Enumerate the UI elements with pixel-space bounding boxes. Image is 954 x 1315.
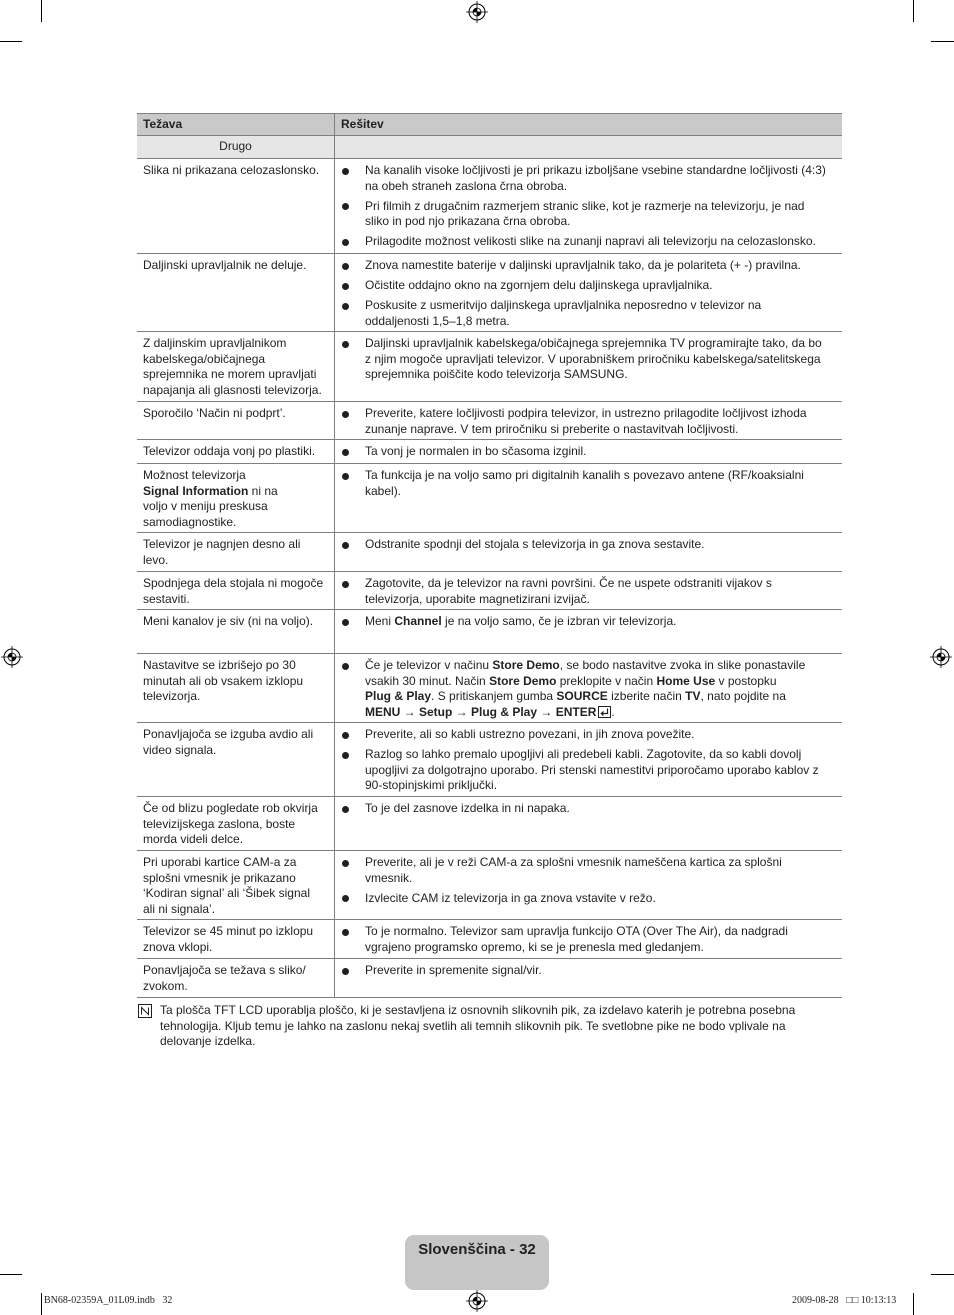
solution-text — [365, 537, 705, 553]
problem-text: Spodnjega dela stojala ni mogoče — [143, 576, 324, 590]
problem-text: napajanja ali glasnosti televizorja. — [143, 382, 322, 397]
solution-cell — [335, 332, 842, 401]
solution-text — [365, 614, 676, 630]
bullet-wrap — [335, 298, 365, 314]
solution-item — [335, 278, 836, 294]
table-row — [137, 610, 842, 654]
solution-text — [365, 163, 826, 194]
bold-text: TV — [685, 689, 701, 703]
solution-line: na obeh straneh zaslona črna obroba. — [365, 178, 568, 193]
solution-item — [335, 163, 836, 194]
note-icon — [138, 1004, 152, 1018]
solution-cell — [335, 654, 842, 722]
header-problem: Težava — [137, 114, 335, 135]
section-title: Drugo — [137, 136, 335, 158]
solution-text — [365, 444, 586, 460]
problem-cell — [137, 440, 335, 463]
solution-cell — [335, 851, 842, 919]
solution-line: Na kanalih visoke ločljivosti je pri prikazu izboljšane vsebine standardne ločljivosti (4:3) — [365, 163, 826, 177]
solution-line: Znova namestite baterije v daljinski upravljalnik tako, da je polariteta (+ -) pravilna. — [365, 258, 801, 272]
table-row — [137, 723, 842, 797]
problem-cell — [137, 402, 335, 439]
solution-line: Ta vonj je normalen in bo sčasoma izginil. — [365, 444, 587, 458]
text-segment: , nato pojdite na — [700, 689, 786, 703]
problem-text: ‘Kodiran signal’ ali ‘Šibek signal — [143, 886, 310, 900]
solution-item — [335, 468, 836, 499]
solution-item — [335, 258, 836, 274]
problem-text: televizorja. — [143, 689, 201, 703]
problem-text: splošni vmesnik je prikazano — [143, 870, 296, 885]
problem-cell — [137, 464, 335, 532]
bullet-icon — [342, 619, 349, 626]
bullet-icon — [342, 303, 349, 310]
solution-line: sliko in pod njo prikazana črna obroba. — [365, 214, 571, 228]
bullet-wrap — [335, 855, 365, 871]
problem-text: sestaviti. — [143, 591, 190, 606]
solution-item — [335, 444, 836, 460]
problem-cell — [137, 533, 335, 571]
solution-text — [365, 298, 761, 329]
table-row — [137, 797, 842, 851]
bullet-icon — [342, 473, 349, 480]
bullet-wrap — [335, 258, 365, 274]
registration-mark-icon — [0, 645, 24, 669]
bullet-wrap — [335, 336, 365, 352]
section-empty-cell — [335, 136, 842, 158]
text-segment: . S pritiskanjem gumba — [431, 689, 557, 703]
text-segment: preklopite v način — [556, 673, 657, 688]
solution-item — [335, 576, 836, 607]
solution-line: Odstranite spodnji del stojala s televizorja in ga znova sestavite. — [365, 537, 705, 551]
solution-line: Poskusite z usmeritvijo daljinskega upravljalnika neposredno v televizor na — [365, 298, 762, 312]
bold-text: Plug & Play — [365, 689, 432, 703]
table-row — [137, 254, 842, 332]
solution-text — [365, 278, 713, 294]
solution-text — [365, 658, 805, 720]
crop-mark — [913, 0, 914, 22]
bold-text: MENU → Setup → Plug & Play → ENTER — [365, 704, 597, 719]
problem-cell — [137, 159, 335, 253]
bold-text: Store Demo — [492, 658, 560, 672]
bullet-wrap — [335, 576, 365, 592]
solution-item — [335, 406, 836, 437]
text-segment: , se bodo nastavitve zvoka in slike ponastavile — [559, 658, 806, 672]
bullet-wrap — [335, 406, 365, 422]
table-row — [137, 920, 842, 959]
solution-line: zunanje naprave. V tem priročniku si preberite o nastavitvah ločljivosti. — [365, 421, 739, 436]
solution-line: vmesnik. — [365, 870, 413, 885]
problem-cell — [137, 959, 335, 997]
solution-item — [335, 298, 836, 329]
note-line: Ta plošča TFT LCD uporablja ploščo, ki je sestavljena iz osnovnih slikovnih pik, za izdelavo katerih je potrebna posebna — [160, 1003, 796, 1017]
bullet-wrap — [335, 727, 365, 743]
bullet-icon — [342, 168, 349, 175]
solution-item — [335, 614, 836, 630]
problem-text: Če od blizu pogledate rob okvirja — [143, 801, 318, 815]
bullet-wrap — [335, 199, 365, 215]
solution-text — [365, 924, 788, 955]
solution-text — [365, 576, 772, 607]
problem-text: Z daljinskim upravljalnikom — [143, 336, 287, 350]
solution-text — [365, 963, 542, 979]
solution-line: Daljinski upravljalnik kabelskega/običajnega sprejemnika TV programirajte tako, da bo — [365, 336, 822, 350]
bold-text: Channel — [394, 614, 442, 628]
bullet-icon — [342, 968, 349, 975]
solution-line: Preverite, ali so kabli ustrezno povezani, in jih znova povežite. — [365, 727, 695, 741]
bullet-wrap — [335, 537, 365, 553]
problem-cell — [137, 254, 335, 331]
enter-icon — [598, 706, 611, 718]
bullet-icon — [342, 806, 349, 813]
bullet-wrap — [335, 924, 365, 940]
bullet-wrap — [335, 747, 365, 763]
crop-mark — [0, 1274, 22, 1275]
problem-text: Meni kanalov je siv (ni na voljo). — [143, 614, 314, 628]
problem-text: Daljinski upravljalnik ne deluje. — [143, 258, 307, 272]
bold-text: SOURCE — [556, 689, 608, 703]
solution-item — [335, 891, 836, 907]
solution-text — [365, 855, 782, 886]
solution-cell — [335, 533, 842, 571]
troubleshooting-table — [137, 113, 842, 998]
problem-cell — [137, 797, 335, 850]
bullet-icon — [342, 263, 349, 270]
problem-text: Televizor je nagnjen desno ali — [143, 537, 301, 551]
problem-text: zvokom. — [143, 978, 188, 993]
bullet-icon — [342, 239, 349, 246]
solution-text — [365, 801, 570, 817]
solution-line: To je del zasnove izdelka in ni napaka. — [365, 801, 570, 815]
problem-text: video signala. — [143, 742, 217, 757]
bullet-icon — [342, 929, 349, 936]
crop-mark — [913, 1293, 914, 1315]
solution-line — [365, 689, 805, 705]
solution-item — [335, 727, 836, 743]
registration-mark-icon — [465, 0, 489, 24]
solution-line: Pri filmih z drugačnim razmerjem stranic slike, kot je razmerje na televizorju, je nad — [365, 198, 805, 213]
bullet-wrap — [335, 234, 365, 250]
page-number-tab — [405, 1235, 549, 1290]
solution-line: Preverite in spremenite signal/vir. — [365, 963, 542, 977]
text-segment: vsakih 30 minut. Način — [365, 673, 490, 688]
solution-line: Ta funkcija je na voljo samo pri digitalnih kanalih s povezavo antene (RF/koaksialni — [365, 468, 804, 482]
solution-line: Preverite, ali je v reži CAM-a za splošni vmesnik nameščena kartica za splošni — [365, 855, 782, 869]
note-line: tehnologija. Kljub temu je lahko na zaslonu nekaj svetlih ali temnih slikovnih pik. Te svetlobne pike ne bodo vplivale na — [160, 1018, 786, 1033]
problem-text: ali ni signala’. — [143, 901, 216, 916]
solution-cell — [335, 572, 842, 609]
bullet-icon — [342, 341, 349, 348]
solution-line: upogljivi za dolgotrajno uporabo. Pri stenski namestitvi priporočamo uporabo kablov z — [365, 762, 819, 777]
text-segment: ni na — [248, 483, 278, 498]
text-segment: v postopku — [715, 673, 777, 688]
problem-cell — [137, 654, 335, 722]
solution-cell — [335, 464, 842, 532]
table-row — [137, 440, 842, 464]
solution-line: sprejemnika poiščite kodo televizorja SAMSUNG. — [365, 367, 628, 381]
solution-text — [365, 406, 807, 437]
solution-cell — [335, 440, 842, 463]
crop-mark — [931, 41, 954, 42]
bullet-icon — [342, 411, 349, 418]
problem-cell — [137, 610, 335, 653]
problem-cell — [137, 723, 335, 796]
solution-line — [365, 658, 805, 674]
bullet-wrap — [335, 614, 365, 630]
text-segment: Če je televizor v načinu — [365, 658, 493, 672]
solution-line: 90-stopinjskimi priključki. — [365, 778, 498, 792]
solution-item — [335, 855, 836, 886]
problem-text: Sporočilo ‘Način ni podprt’. — [143, 406, 286, 420]
text-segment: Meni — [365, 614, 395, 628]
table-row — [137, 654, 842, 723]
solution-line: vgrajeno programsko opremo, ki se je prenesla med gledanjem. — [365, 939, 704, 954]
solution-cell — [335, 610, 842, 653]
table-row — [137, 332, 842, 402]
problem-text: Možnost televizorja — [143, 468, 246, 482]
problem-text: minutah ali ob vsakem izklopu — [143, 673, 304, 688]
problem-text: voljo v meniju preskusa — [143, 499, 268, 513]
solution-item — [335, 336, 836, 383]
text-segment: je na voljo samo, če je izbran vir televizorja. — [441, 614, 677, 628]
bullet-icon — [342, 732, 349, 739]
file-info: BN68-02359A_01L09.indb 32 — [44, 1295, 173, 1306]
text-segment: izberite način — [607, 689, 686, 703]
bullet-icon — [342, 542, 349, 549]
solution-line: Razlog so lahko premalo upogljivi ali predebeli kabli. Zagotovite, da so kabli dovolj — [365, 747, 802, 761]
problem-text: levo. — [143, 552, 169, 567]
solution-item — [335, 963, 836, 979]
page-label: Slovenščina - 32 — [418, 1241, 536, 1258]
note-text — [160, 1003, 795, 1050]
problem-text: Televizor se 45 minut po izklopu — [143, 924, 314, 938]
table-row — [137, 464, 842, 533]
solution-line — [365, 614, 676, 630]
table-row — [137, 402, 842, 440]
solution-text — [365, 336, 822, 383]
solution-line: oddaljenosti 1,5–1,8 metra. — [365, 313, 510, 328]
solution-text — [365, 468, 804, 499]
bullet-icon — [342, 449, 349, 456]
solution-text — [365, 747, 819, 794]
bullet-wrap — [335, 891, 365, 907]
bullet-wrap — [335, 163, 365, 179]
bullet-icon — [342, 752, 349, 759]
crop-mark — [0, 41, 22, 42]
problem-cell — [137, 332, 335, 401]
problem-cell — [137, 851, 335, 919]
table-header-row — [137, 113, 842, 136]
bullet-wrap — [335, 444, 365, 460]
header-solution: Rešitev — [341, 116, 384, 131]
problem-text: Televizor oddaja vonj po plastiki. — [143, 444, 316, 458]
problem-text: Ponavljajoča se težava s sliko/ — [143, 963, 306, 977]
problem-text — [143, 484, 330, 500]
bullet-icon — [342, 663, 349, 670]
bullet-wrap — [335, 963, 365, 979]
solution-text — [365, 891, 656, 907]
problem-text: samodiagnostike. — [143, 514, 237, 529]
problem-text: televizijskega zaslona, boste — [143, 816, 296, 831]
solution-item — [335, 199, 836, 230]
problem-text: Pri uporabi kartice CAM-a za — [143, 855, 297, 869]
solution-item — [335, 747, 836, 794]
solution-line: To je normalno. Televizor sam upravlja funkcijo OTA (Over The Air), da nadgradi — [365, 924, 788, 938]
solution-line: Izvlecite CAM iz televizorja in ga znova vstavite v režo. — [365, 890, 656, 905]
solution-line: Očistite oddajno okno na zgornjem delu daljinskega upravljalnika. — [365, 278, 713, 292]
bold-text: Home Use — [656, 673, 716, 688]
solution-text — [365, 199, 804, 230]
solution-item — [335, 537, 836, 553]
note-line: delovanje izdelka. — [160, 1034, 256, 1048]
solution-line — [365, 674, 805, 690]
problem-text: morda videli delce. — [143, 832, 244, 846]
solution-cell — [335, 159, 842, 253]
table-row — [137, 959, 842, 998]
text-segment: . — [611, 704, 615, 719]
solution-item — [335, 924, 836, 955]
solution-cell — [335, 402, 842, 439]
solution-line — [365, 705, 805, 721]
solution-line: kabel). — [365, 483, 402, 498]
problem-text: Nastavitve se izbrišejo po 30 — [143, 658, 296, 672]
registration-mark-icon — [929, 645, 953, 669]
table-row — [137, 533, 842, 572]
solution-line: Preverite, katere ločljivosti podpira televizor, in ustrezno prilagodite ločljivost izhoda — [365, 406, 807, 420]
print-timestamp: 2009-08-28 □□ 10:13:13 — [792, 1295, 897, 1306]
crop-mark — [41, 0, 42, 22]
bullet-icon — [342, 895, 349, 902]
bullet-wrap — [335, 468, 365, 484]
section-row — [137, 136, 842, 159]
problem-cell — [137, 920, 335, 958]
solution-line: televizorja, uporabite magnetizirani izvijač. — [365, 591, 590, 606]
bullet-icon — [342, 283, 349, 290]
solution-cell — [335, 959, 842, 997]
problem-text: Slika ni prikazana celozaslonsko. — [143, 163, 320, 177]
crop-mark — [41, 1293, 42, 1315]
solution-item — [335, 801, 836, 817]
bold-text: Signal Information — [143, 483, 249, 498]
solution-line: Zagotovite, da je televizor na ravni površini. Če ne uspete odstraniti vijakov s — [365, 576, 772, 590]
registration-mark-icon — [465, 1289, 489, 1313]
problem-text: kabelskega/običajnega — [143, 351, 266, 366]
solution-cell — [335, 723, 842, 796]
problem-text: znova vklopi. — [143, 939, 213, 954]
solution-text — [365, 234, 816, 250]
bullet-wrap — [335, 658, 365, 674]
solution-cell — [335, 254, 842, 331]
table-row — [137, 851, 842, 920]
problem-text: Ponavljajoča se izguba avdio ali — [143, 727, 314, 741]
solution-text — [365, 258, 801, 274]
solution-text — [365, 727, 695, 743]
table-row — [137, 159, 842, 254]
problem-text: sprejemnika ne morem upravljati — [143, 367, 317, 381]
bullet-wrap — [335, 801, 365, 817]
bullet-icon — [342, 581, 349, 588]
solution-line: z njim mogoče upravljati televizor. V uporabniškem priročniku kabelskega/satelitskega — [365, 351, 821, 366]
solution-cell — [335, 797, 842, 850]
solution-cell — [335, 920, 842, 958]
problem-cell — [137, 572, 335, 609]
solution-line: Prilagodite možnost velikosti slike na zunanji napravi ali televizorju na celozaslonsko. — [365, 234, 816, 248]
bold-text: Store Demo — [489, 673, 557, 688]
solution-item — [335, 658, 836, 720]
solution-item — [335, 234, 836, 250]
crop-mark — [931, 1274, 954, 1275]
bullet-icon — [342, 203, 349, 210]
bullet-wrap — [335, 278, 365, 294]
table-row — [137, 572, 842, 610]
bullet-icon — [342, 860, 349, 867]
